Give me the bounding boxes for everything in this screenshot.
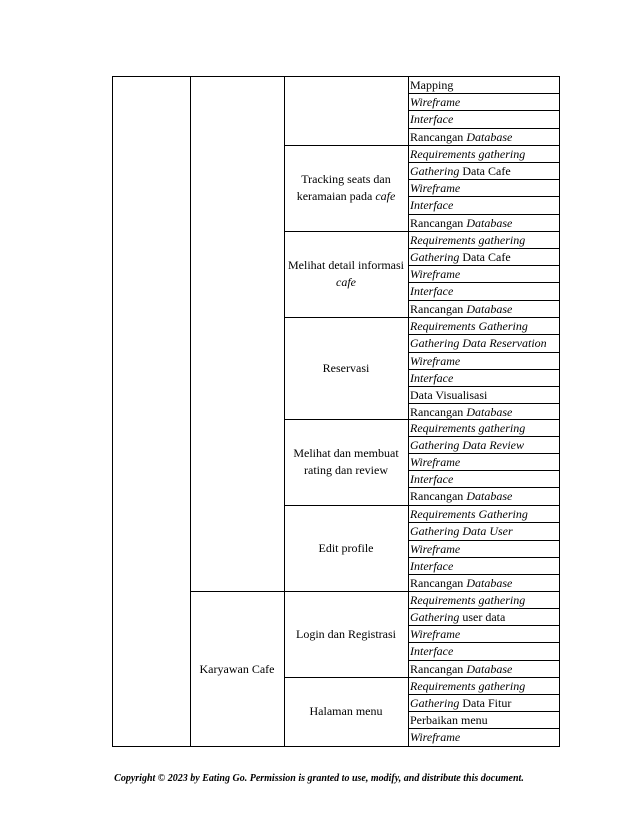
feature-label: Melihat detail informasi cafe xyxy=(288,258,404,289)
task-cell: Rancangan Database xyxy=(410,662,513,676)
task-row-divider xyxy=(408,300,560,301)
feature-divider xyxy=(284,317,409,318)
table-border-vertical xyxy=(559,76,560,747)
task-row-divider xyxy=(408,231,560,232)
task-cell: Interface xyxy=(410,559,454,573)
task-row-divider xyxy=(408,625,560,626)
task-cell: Wireframe xyxy=(410,354,461,368)
task-row-divider xyxy=(408,110,560,111)
task-cell: Requirements gathering xyxy=(410,679,526,693)
task-cell: Gathering Data User xyxy=(410,524,513,538)
task-row-divider xyxy=(408,386,560,387)
task-cell: Wireframe xyxy=(410,627,461,641)
task-row-divider xyxy=(408,591,560,592)
task-cell: Data Visualisasi xyxy=(410,388,488,402)
task-cell: Mapping xyxy=(410,78,454,92)
task-row-divider xyxy=(408,660,560,661)
role-divider xyxy=(190,591,285,592)
task-cell: Rancangan Database xyxy=(410,216,513,230)
task-cell: Gathering user data xyxy=(410,610,506,624)
task-cell: Rancangan Database xyxy=(410,489,513,503)
task-cell: Gathering Data Cafe xyxy=(410,164,511,178)
task-row-divider xyxy=(408,248,560,249)
task-row-divider xyxy=(408,608,560,609)
feature-divider xyxy=(284,677,409,678)
feature-divider xyxy=(284,591,409,592)
feature-label: Reservasi xyxy=(322,361,370,375)
task-cell: Interface xyxy=(410,198,454,212)
task-row-divider xyxy=(408,265,560,266)
task-row-divider xyxy=(408,487,560,488)
task-row-divider xyxy=(408,728,560,729)
task-row-divider xyxy=(408,677,560,678)
task-row-divider xyxy=(408,403,560,404)
task-cell: Wireframe xyxy=(410,455,461,469)
task-row-divider xyxy=(408,162,560,163)
feature-label: Halaman menu xyxy=(309,704,383,718)
feature-label: Melihat dan membuat rating dan review xyxy=(293,446,399,477)
task-cell: Requirements gathering xyxy=(410,593,526,607)
task-cell: Interface xyxy=(410,644,454,658)
task-row-divider xyxy=(408,214,560,215)
task-cell: Wireframe xyxy=(410,542,461,556)
task-cell: Requirements gathering xyxy=(410,233,526,247)
feature-divider xyxy=(284,419,409,420)
task-cell: Wireframe xyxy=(410,267,461,281)
task-cell: Rancangan Database xyxy=(410,405,513,419)
role-label: Karyawan Cafe xyxy=(199,662,275,676)
table-border-vertical xyxy=(408,76,409,747)
task-cell: Interface xyxy=(410,472,454,486)
task-row-divider xyxy=(408,522,560,523)
table-border-top xyxy=(112,76,560,77)
task-row-divider xyxy=(408,317,560,318)
task-cell: Rancangan Database xyxy=(410,576,513,590)
task-row-divider xyxy=(408,436,560,437)
task-row-divider xyxy=(408,694,560,695)
feature-label: Tracking seats dan keramaian pada cafe xyxy=(296,172,396,203)
feature-divider xyxy=(284,505,409,506)
feature-label: Login dan Registrasi xyxy=(296,627,396,641)
task-cell: Rancangan Database xyxy=(410,302,513,316)
task-cell: Rancangan Database xyxy=(410,130,513,144)
task-cell: Perbaikan menu xyxy=(410,713,488,727)
task-row-divider xyxy=(408,352,560,353)
task-cell: Requirements Gathering xyxy=(410,319,528,333)
task-cell: Wireframe xyxy=(410,181,461,195)
task-row-divider xyxy=(408,282,560,283)
task-row-divider xyxy=(408,574,560,575)
task-row-divider xyxy=(408,419,560,420)
task-cell: Gathering Data Review xyxy=(410,438,524,452)
copyright-footer: Copyright © 2023 by Eating Go. Permission is granted to use, modify, and distribute this document. xyxy=(114,773,524,784)
task-cell: Requirements gathering xyxy=(410,421,526,435)
task-row-divider xyxy=(408,334,560,335)
task-cell: Interface xyxy=(410,371,454,385)
feature-divider xyxy=(284,231,409,232)
table-border-bottom xyxy=(112,746,560,747)
task-cell: Wireframe xyxy=(410,95,461,109)
task-cell: Gathering Data Reservation xyxy=(410,336,547,350)
table-border-vertical xyxy=(112,76,113,747)
task-row-divider xyxy=(408,179,560,180)
task-row-divider xyxy=(408,369,560,370)
task-row-divider xyxy=(408,540,560,541)
task-cell: Gathering Data Cafe xyxy=(410,250,511,264)
task-cell: Requirements gathering xyxy=(410,147,526,161)
feature-divider xyxy=(284,145,409,146)
task-cell: Interface xyxy=(410,284,454,298)
feature-label: Edit profile xyxy=(318,541,374,555)
task-row-divider xyxy=(408,711,560,712)
task-row-divider xyxy=(408,196,560,197)
table-border-vertical xyxy=(190,76,191,747)
task-row-divider xyxy=(408,470,560,471)
task-row-divider xyxy=(408,128,560,129)
task-row-divider xyxy=(408,505,560,506)
task-cell: Gathering Data Fitur xyxy=(410,696,512,710)
task-row-divider xyxy=(408,145,560,146)
task-row-divider xyxy=(408,453,560,454)
task-row-divider xyxy=(408,557,560,558)
task-cell: Interface xyxy=(410,112,454,126)
task-row-divider xyxy=(408,93,560,94)
task-cell: Requirements Gathering xyxy=(410,507,528,521)
task-row-divider xyxy=(408,642,560,643)
task-cell: Wireframe xyxy=(410,730,461,744)
